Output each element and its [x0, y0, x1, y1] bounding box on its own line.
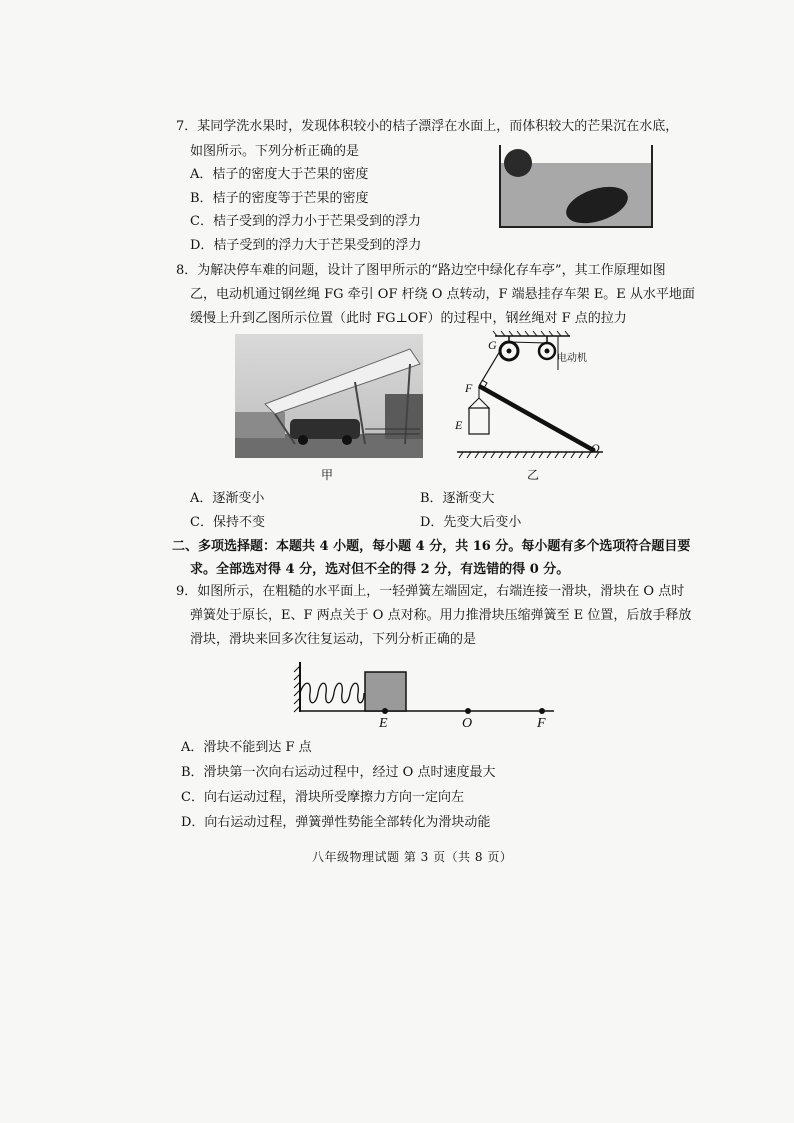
- q8-stem-line3: 缓慢上升到乙图所示位置（此时 FG⊥OF）的过程中，钢丝绳对 F 点的拉力: [190, 311, 627, 326]
- slider-block: [365, 672, 406, 711]
- q8-option-b: B．逐渐变大: [420, 491, 495, 506]
- q8-option-c: C．保持不变: [190, 515, 265, 530]
- point-e: [382, 708, 388, 714]
- point-f: [539, 708, 545, 714]
- section2-heading-line2: 求。全部选对得 4 分，选对但不全的得 2 分，有选错的得 0 分。: [190, 562, 570, 577]
- q9-label-f: F: [537, 716, 546, 731]
- q9-option-a: A．滑块不能到达 F 点: [181, 740, 312, 755]
- q8-caption-jia: 甲: [321, 468, 334, 482]
- q8-caption-yi: 乙: [527, 468, 540, 482]
- page-footer: 八年级物理试题 第 3 页（共 8 页）: [312, 850, 513, 864]
- spring-block-diagram: [292, 660, 562, 718]
- q7-option-c: C．桔子受到的浮力小于芒果受到的浮力: [190, 214, 421, 229]
- label-f: F: [465, 381, 473, 395]
- label-motor: 电动机: [557, 353, 587, 364]
- label-g: G: [488, 338, 497, 352]
- q7-option-d: D．桔子受到的浮力大于芒果受到的浮力: [190, 238, 422, 253]
- section2-heading-line1: 二、多项选择题：本题共 4 小题，每小题 4 分，共 16 分。每小题有多个选项符合题目要: [172, 539, 691, 554]
- q7-option-a: A．桔子的密度大于芒果的密度: [190, 167, 369, 182]
- q7-stem-line2: 如图所示。下列分析正确的是: [190, 144, 360, 159]
- q9-label-e: E: [379, 716, 388, 731]
- q9-option-d: D．向右运动过程，弹簧弹性势能全部转化为滑块动能: [181, 815, 491, 830]
- q9-option-b: B．滑块第一次向右运动过程中，经过 O 点时速度最大: [181, 765, 496, 780]
- q9-stem-line2: 弹簧处于原长，E、F 两点关于 O 点对称。用力推滑块压缩弹簧至 E 位置，后放手释放: [190, 608, 692, 623]
- q8-option-d: D．先变大后变小: [420, 515, 522, 530]
- q8-stem-line2: 乙，电动机通过钢丝绳 FG 牵引 OF 杆绕 O 点转动，F 端悬挂存车架 E。E 从水平地面: [190, 287, 695, 302]
- point-o: [465, 708, 471, 714]
- parking-pavilion-photo: [235, 334, 423, 458]
- label-o: O: [591, 441, 600, 455]
- q9-label-o: O: [462, 716, 473, 731]
- q7-water-tank-figure: [498, 143, 654, 229]
- q9-stem-line3: 滑块，滑块来回多次往复运动，下列分析正确的是: [190, 632, 477, 647]
- q7-stem-line1: 7．某同学洗水果时，发现体积较小的桔子漂浮在水面上，而体积较大的芒果沉在水底，: [176, 119, 679, 134]
- spring: [300, 683, 364, 703]
- q7-option-b: B．桔子的密度等于芒果的密度: [190, 191, 369, 206]
- label-e: E: [455, 418, 463, 432]
- q8-option-a: A．逐渐变小: [190, 491, 265, 506]
- q9-stem-line1: 9．如图所示，在粗糙的水平面上，一轻弹簧左端固定，右端连接一滑块，滑块在 O 点时: [176, 584, 685, 599]
- q8-stem-line1: 8．为解决停车难的问题，设计了图甲所示的“路边空中绿化存车亭”，其工作原理如图: [176, 263, 666, 278]
- q9-option-c: C．向右运动过程，滑块所受摩擦力方向一定向左: [181, 790, 464, 805]
- orange-icon: [504, 149, 532, 177]
- car-rack-e: [469, 408, 489, 434]
